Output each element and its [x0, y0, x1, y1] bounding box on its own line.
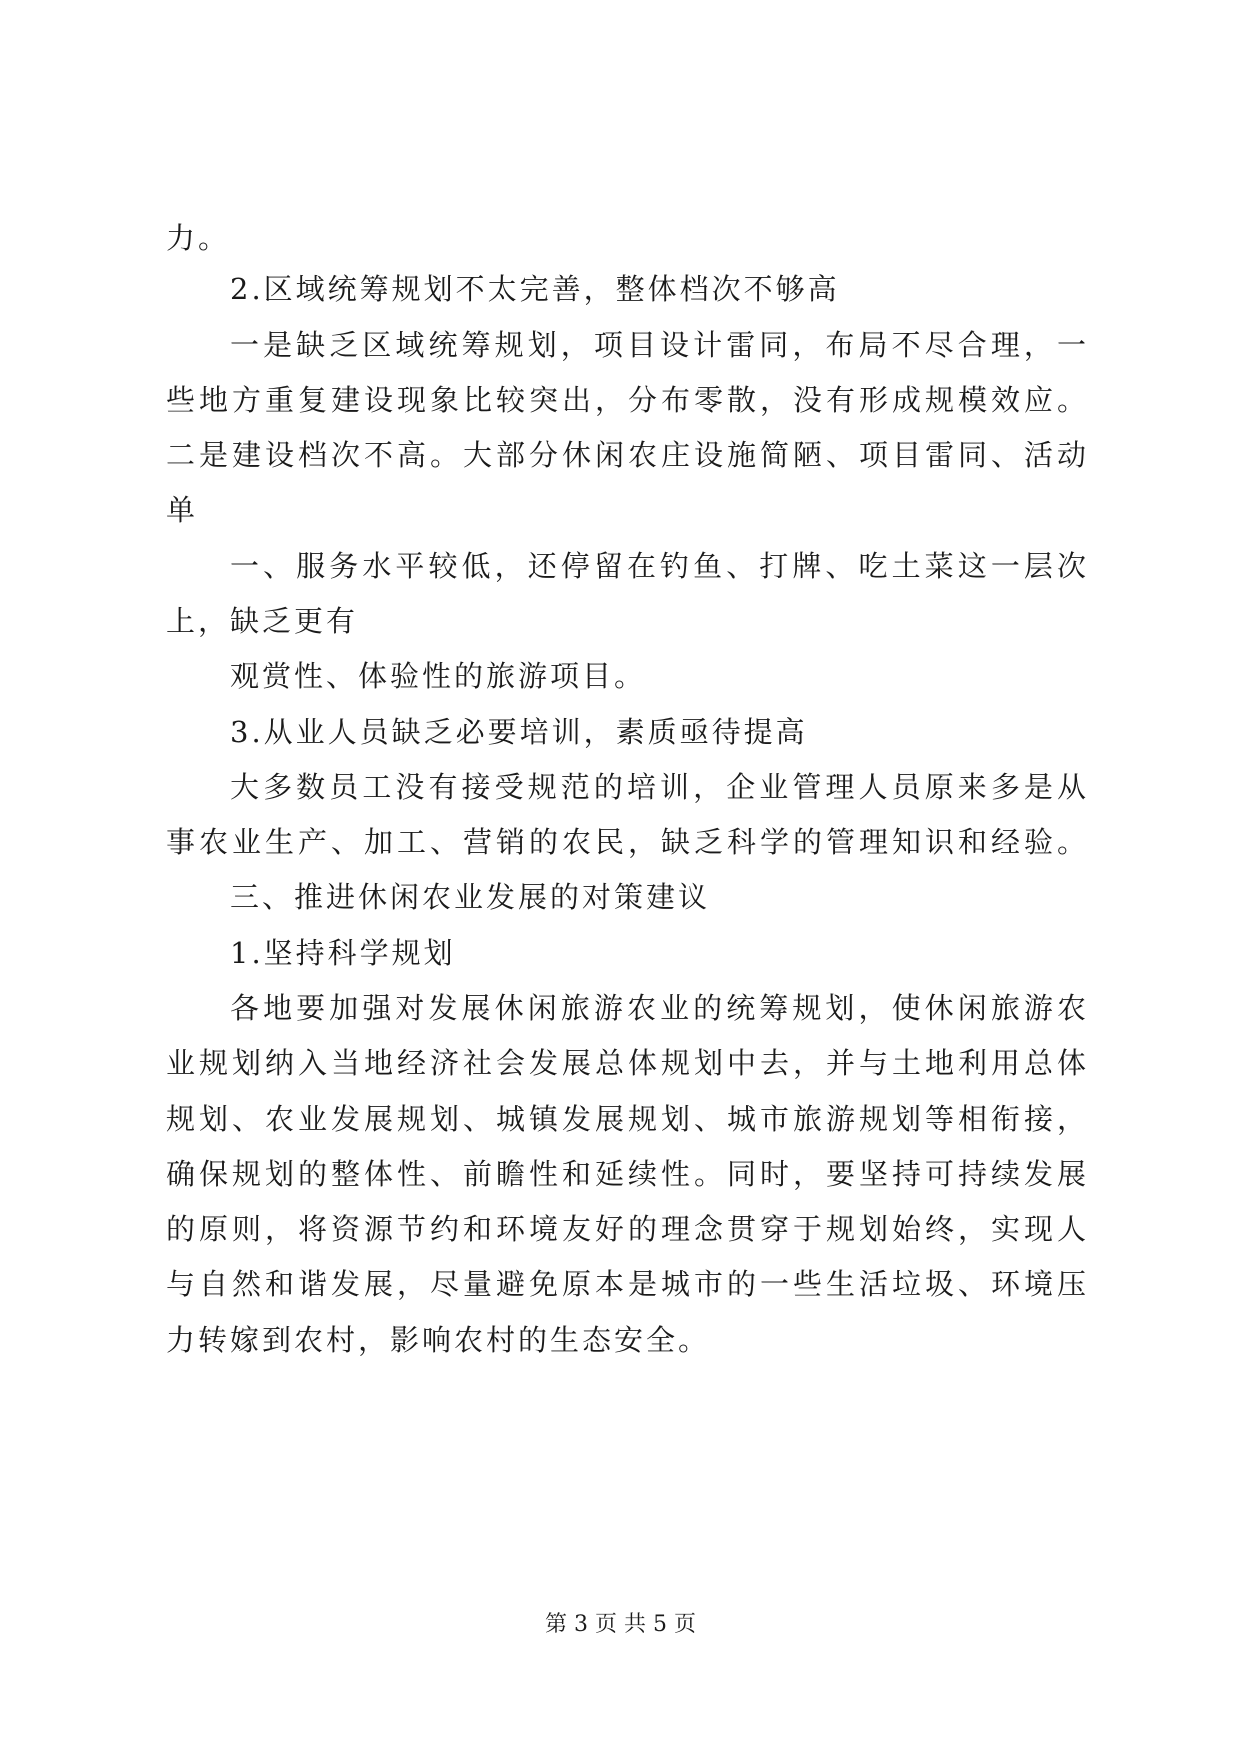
paragraph-line: 与自然和谐发展，尽量避免原本是城市的一些生活垃圾、环境压 — [166, 1267, 1086, 1301]
paragraph-line: 上，缺乏更有 — [166, 604, 359, 638]
paragraph-line: 些地方重复建设现象比较突出，分布零散，没有形成规模效应。 — [166, 383, 1086, 417]
section-heading: 3.从业人员缺乏必要培训，素质亟待提高 — [230, 715, 808, 749]
paragraph-line: 二是建设档次不高。大部分休闲农庄设施简陋、项目雷同、活动 — [166, 438, 1086, 472]
paragraph-line: 大多数员工没有接受规范的培训，企业管理人员原来多是从 — [230, 770, 1086, 804]
paragraph-line: 各地要加强对发展休闲旅游农业的统筹规划，使休闲旅游农 — [230, 991, 1086, 1025]
paragraph-line: 确保规划的整体性、前瞻性和延续性。同时，要坚持可持续发展 — [166, 1157, 1086, 1191]
paragraph-line: 观赏性、体验性的旅游项目。 — [230, 659, 647, 693]
paragraph-line: 单 — [166, 493, 199, 527]
page-number-footer: 第 3 页 共 5 页 — [545, 1612, 696, 1637]
paragraph-line: 力。 — [166, 221, 231, 255]
paragraph-line: 规划、农业发展规划、城镇发展规划、城市旅游规划等相衔接， — [166, 1102, 1086, 1136]
paragraph-line: 业规划纳入当地经济社会发展总体规划中去，并与土地利用总体 — [166, 1046, 1086, 1080]
section-heading: 1.坚持科学规划 — [230, 936, 456, 970]
paragraph-line: 一、服务水平较低，还停留在钓鱼、打牌、吃土菜这一层次 — [230, 549, 1086, 583]
paragraph-line: 一是缺乏区域统筹规划，项目设计雷同，布局不尽合理，一 — [230, 328, 1086, 362]
paragraph-line: 力转嫁到农村，影响农村的生态安全。 — [166, 1323, 711, 1357]
paragraph-line: 的原则，将资源节约和环境友好的理念贯穿于规划始终，实现人 — [166, 1212, 1086, 1246]
section-heading: 三、推进休闲农业发展的对策建议 — [230, 880, 711, 914]
section-heading: 2.区域统筹规划不太完善，整体档次不够高 — [230, 272, 840, 306]
paragraph-line: 事农业生产、加工、营销的农民，缺乏科学的管理知识和经验。 — [166, 825, 1086, 859]
